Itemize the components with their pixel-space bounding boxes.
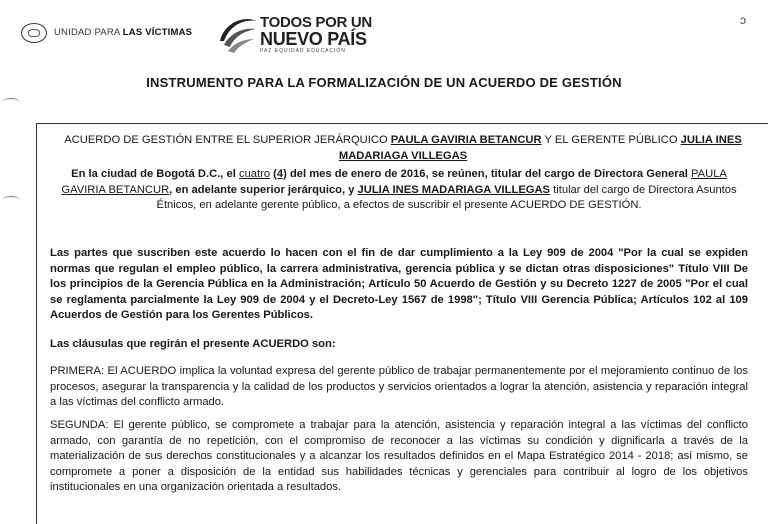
page-header bbox=[0, 0, 768, 58]
coat-of-arms-icon bbox=[21, 23, 47, 43]
logo-text-line1: TODOS POR UN bbox=[260, 14, 372, 31]
agreement-intro: ACUERDO DE GESTIÓN ENTRE EL SUPERIOR JERÁRQUICO PAULA GAVIRIA BETANCUR Y EL GERENTE PÚBLICO JULIA INES MADARIAGA VILLEGAS bbox=[64, 134, 742, 162]
logo-text-line3: PAZ EQUIDAD EDUCACIÓN bbox=[260, 48, 346, 54]
margin-scan-mark bbox=[2, 98, 20, 107]
paragraph-parties: En la ciudad de Bogotá D.C., el cuatro (4) del mes de enero de 2016, se reúnen, titular del cargo de Directora General PAULA GAVIRIA BETANCUR, en adelante superior jerárquico, y JULIA INES MADARIAGA VILLEGAS titular del cargo de Directora Asuntos Étnicos, en adelante gerente público, a efectos de suscribir el presente ACUERDO DE GESTIÓN. bbox=[61, 168, 737, 212]
unidad-victimas-logo: UNIDAD PARA LAS VÍCTIMAS bbox=[54, 27, 193, 38]
swirl-logo-icon bbox=[214, 11, 260, 57]
todos-por-un-nuevo-pais-logo bbox=[214, 11, 384, 57]
paragraph-clause-segunda: SEGUNDA: El gerente público, se compromete a trabajar para la atención, asistencia y reparación integral a las víctimas del conflicto armado, con garantía de no repetición, con el compromiso de reconocer a las víctimas su condición y dignificarla a través de la materialización de sus derechos constitucionales y a alcanzar los resultados definidos en el Mapa Estratégico 2014 - 2018; así mismo, se compromete a poner a disposición de la entidad sus habilidades técnicas y gerenciales para contribuir al logro de los objetivos institucionales en una organización orientada a resultados. bbox=[50, 419, 748, 494]
paragraph-clause-primera: PRIMERA: El ACUERDO implica la voluntad expresa del gerente público de trabajar permanentemente por el mejoramiento continuo de los procesos, asegurar la transparencia y la calidad de los productos y servicios orientados a lograr la atención, asistencia y reparación integral a las víctimas del conflicto armado. bbox=[50, 365, 748, 409]
paragraph-clauses-heading: Las cláusulas que regirán el presente ACUERDO son: bbox=[50, 338, 336, 350]
logo-text-line2: NUEVO PAÍS bbox=[260, 29, 367, 49]
corner-handwritten-mark: ↄ bbox=[740, 13, 746, 27]
paragraph-legal-basis: Las partes que suscriben este acuerdo lo hacen con el fin de dar cumplimiento a la Ley 909 de 2004 "Por la cual se expiden normas que regulan el empleo público, la carrera administrativa, gerencia pública y se dictan otras disposiciones" Título VIII De los principios de la Gerencia Pública en la Administración; Artículo 50 Acuerdo de Gestión y su Decreto 1227 de 2005 "Por el cual se reglamenta parcialmente la Ley 909 de 2004 y el Decreto-Ley 1567 de 1998"; Título VIII Gerencia Pública; Artículos 102 al 109 Acuerdos de Gestión para los Gerentes Públicos. bbox=[50, 247, 748, 322]
margin-scan-mark bbox=[2, 196, 20, 205]
document-title: INSTRUMENTO PARA LA FORMALIZACIÓN DE UN ACUERDO DE GESTIÓN bbox=[146, 75, 622, 90]
